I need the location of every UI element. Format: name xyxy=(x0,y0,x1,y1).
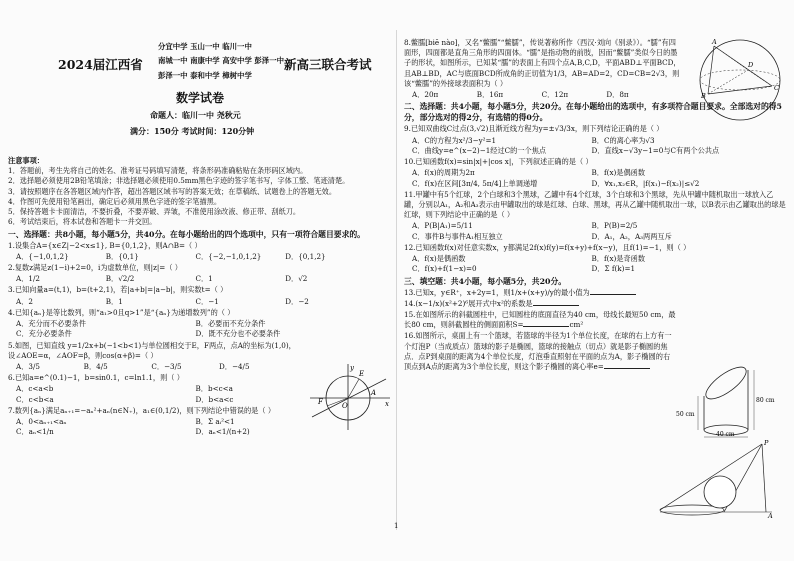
option: A．{−1,0,1,2} xyxy=(16,251,69,261)
school-line: 分宜中学 玉山一中 临川一中 xyxy=(158,42,252,51)
figure-label: A xyxy=(712,38,717,46)
figure-label: D xyxy=(748,61,754,69)
question-stem: 1.设集合A={x∈Z|−2<x≤1}, B={0,1,2}，则A∩B=（ ） xyxy=(8,240,202,250)
option: D．−2 xyxy=(285,296,309,306)
option: D．Σ f(k)=1 xyxy=(591,264,636,274)
question-options xyxy=(16,297,390,307)
question-stem: 16.如图所示，桌面上有一个篮球，若篮球的半径为1个单位长度，在球的右上方有一个灯泡P（当成质点）篮球的影子是椭圆，篮球的接触点（切点）就是影子椭圆的焦点．点P到桌面的距离为4个单位长度，灯泡垂直照射在平面的点为A，影子椭圆的右顶点到A点的距离为3个单位长度，则这个影子椭圆的离心率e= xyxy=(404,331,672,372)
option: C．−3/5 xyxy=(151,362,182,371)
question-stem: 15.在如图所示的斜截圆柱中，已知圆柱的底面直径为40 cm，母线长最短50 cm，最长80 cm，则斜截圆柱的侧面面积S= xyxy=(404,310,676,330)
answer-blank[interactable] xyxy=(533,299,579,306)
option: D．既不充分也不必要条件 xyxy=(195,329,281,339)
option: B．f(x)是奇函数 xyxy=(591,254,646,264)
note-item: 6．考试结束后，将本试卷和答题卡一并交回。 xyxy=(8,217,157,227)
question-stem: 11.甲罐中有5个红球，2个白球和3个黑球，乙罐中有4个红球，3个白球和3个黑球，先从甲罐中随机取出一球放入乙罐，分别以A₁，A₂和A₃表示由甲罐取出的球是红球、白球、黑球，再从乙罐中随机取出一球，以B表示由乙罐取出的球是红球，则下列结论中正确的是（ ） xyxy=(404,189,786,220)
question-12 xyxy=(404,243,786,275)
answer-blank[interactable] xyxy=(590,288,636,295)
question-options xyxy=(16,319,390,339)
option: A．P(B|A₁)=5/11 xyxy=(412,221,473,231)
question-options xyxy=(16,274,390,284)
option: B．{0,1} xyxy=(105,251,139,261)
notes-title: 注意事项： xyxy=(8,156,44,165)
question-stem: 10.已知函数f(x)=sin|x|+|cos x|，下列叙述正确的是（ ） xyxy=(404,157,593,167)
option: B．b<c<a xyxy=(195,384,233,394)
option: A．3/5 xyxy=(16,362,40,371)
option: D．直线x−√3y−1=0与C有两个公共点 xyxy=(591,145,720,155)
school-line: 彭泽一中 泰和中学 樟树中学 xyxy=(158,70,252,80)
section-2-title: 二、选择题：共4小题，每小题5分，共20分。在每小题给出的选项中，有多项符合题目要求。全部选对的得5分，部分选对的得2分，有选错的得0分。 xyxy=(404,102,782,123)
question-16 xyxy=(404,331,676,372)
unit-circle-figure xyxy=(306,362,392,432)
fill-in-questions xyxy=(404,288,786,373)
option: B．4/5 xyxy=(83,362,108,371)
question-stem: 14.(x−1/x)(x²+2)⁶展开式中x²的系数是 xyxy=(404,298,533,308)
notes-block xyxy=(8,156,390,228)
question-9 xyxy=(404,124,786,156)
question-options xyxy=(412,136,786,156)
option: A．f(x)是偶函数 xyxy=(412,254,466,264)
option: D．{0,1,2} xyxy=(285,251,326,261)
option: C．事件B与事件A₁相互独立 xyxy=(412,231,503,241)
figure-label: 80 cm xyxy=(756,397,775,404)
option: D．−4/5 xyxy=(219,362,250,371)
option: C．aₙ<1/n xyxy=(16,427,54,437)
option: B．Σ aᵢ²<1 xyxy=(195,417,235,427)
question-14 xyxy=(404,299,676,309)
question-stem: 7.数列{aₙ}满足aₙ₊₁=−aₙ²+aₙ(n∈N₊)，a₁∈(0,1/2)，则下列结论中错误的是（ ） xyxy=(8,405,276,415)
answer-blank[interactable] xyxy=(523,320,569,327)
question-1 xyxy=(8,241,390,262)
question-13 xyxy=(404,288,676,298)
slanted-cylinder-figure xyxy=(676,362,786,440)
note-item: 2．选择题必须使用2B铅笔填涂；非选择题必须使用0.5mm黑色字迹的签字笔书写，字体工整、笔迹清楚。 xyxy=(8,176,350,186)
figure-label: E xyxy=(359,370,365,378)
question-stem: 2.复数z满足z(1−i)+2=0，i为虚数单位，则|z|=（ ） xyxy=(8,263,182,273)
option: C．1 xyxy=(195,274,213,284)
question-15 xyxy=(404,310,676,330)
figure-label: 40 cm xyxy=(716,431,735,438)
question-stem: 6.已知a=e^(0.1)−1，b=sin0.1，c=ln1.1，则（ ） xyxy=(8,373,184,383)
option: D．∀x₁,x₂∈R，|f(x₁)−f(x₂)|≤√2 xyxy=(591,178,700,188)
figure-label: O xyxy=(342,402,348,410)
option: A．充分而不必要条件 xyxy=(16,319,86,329)
option: C．曲线y=e^(x−2)−1经过C的一个焦点 xyxy=(412,145,547,155)
figure-label: 50 cm xyxy=(676,411,695,418)
question-options xyxy=(412,168,786,188)
figure-label: B xyxy=(701,92,706,100)
option: D．A₁，A₂，A₃两两互斥 xyxy=(591,231,672,241)
option: D．8π xyxy=(606,90,629,100)
exam-header xyxy=(8,38,390,156)
year-title: 2024届江西省 xyxy=(58,57,143,72)
question-stem: 5.如图，已知直线 y=1/2x+b(−1<b<1)与单位圆相交于E，F两点，点A的坐标为(1,0)，设∠AOE=α，∠AOF=β，则cos(α+β)=（ ） xyxy=(8,340,296,360)
question-11 xyxy=(404,190,786,242)
option: C．−1 xyxy=(195,296,219,306)
question-options xyxy=(412,254,786,274)
figure-label: A xyxy=(371,389,377,397)
option: B．必要而不充分条件 xyxy=(195,319,266,329)
question-3 xyxy=(8,285,390,306)
note-item: 1．答题前，考生先将自己的姓名、准考证号码填写清楚，将条形码准确粘贴在条形码区域内。 xyxy=(8,166,308,176)
school-line: 南城一中 南康中学 高安中学 彭泽一中 xyxy=(158,56,284,66)
option: A．20π xyxy=(412,90,439,100)
figure-label: y xyxy=(350,364,354,372)
option: A．0<aₙ₊₁<aₙ xyxy=(16,417,67,427)
option: A．1/2 xyxy=(16,274,40,284)
answer-blank[interactable] xyxy=(604,362,650,369)
option: A．c<a<b xyxy=(16,384,54,394)
option: C．f(x)在区间[3π/4, 5π/4]上单调递增 xyxy=(412,178,538,188)
question-stem: 4.已知{aₙ}是等比数列，则“a₁>0且q>1”是“{aₙ}为递增数列”的（ ） xyxy=(8,307,235,317)
option: B．√2/2 xyxy=(105,274,135,284)
subject-title: 数学试卷 xyxy=(176,91,225,105)
section-1-title: 一、选择题：共8小题，每小题5分，共40分。在每小题给出的四个选项中，只有一项符合题目要求的。 xyxy=(8,229,365,239)
option: B．P(B)=2/5 xyxy=(591,221,638,231)
option: B．1 xyxy=(105,296,123,306)
option: B．16π xyxy=(476,90,504,100)
option: B．f(x)是偶函数 xyxy=(591,168,646,178)
question-stem: 9.已知双曲线C过点(3,√2)且渐近线方程为y=±√3/3x，则下列结论正确的是（ ） xyxy=(404,124,664,134)
option: C．12π xyxy=(541,90,569,100)
section-3-title: 三、填空题：共4小题，每小题5分，共20分。 xyxy=(404,276,567,286)
option: B．C的离心率为√3 xyxy=(591,135,655,145)
figure-label: P xyxy=(764,439,769,447)
option: D．aₙ<1/(n+2) xyxy=(195,427,250,437)
note-item: 3．请按照题序在各答题区域内作答，超出答题区域书写的答案无效；在草稿纸、试题卷上的答题无效。 xyxy=(8,186,337,196)
left-column xyxy=(8,38,390,556)
note-item: 5．保持答题卡卡面清洁，不要折叠，不要弄破、弄皱，不准使用涂改液、修正带、刮纸刀。 xyxy=(8,207,301,217)
option: C．充分必要条件 xyxy=(16,329,72,339)
figure-label: A xyxy=(768,512,773,520)
exam-meta: 满分：150分 考试时间：120分钟 xyxy=(130,126,255,136)
question-options xyxy=(412,90,682,100)
figure-label: F xyxy=(318,398,323,406)
question-stem: 3.已知向量a=(t,1)，b=(t+2,1)，若|a+b|=|a−b|，则实数t=（ ） xyxy=(8,285,228,295)
school-list xyxy=(158,40,284,83)
page-number: 1 xyxy=(394,522,399,530)
question-stem: 8.鳖臑[biē nào]，又名“鳖臑”“鳖臑”，传说著称所作（西汉·刘向《别录》）。“臑”有四面形，四面都是直角三角形的四面体。“臑”是指动物的前肢，因而“鳖臑”类似今日的墨子的形状，如图所示，已知某“臑”的表面上有四个点A,B,C,D，平面ABD⊥平面BCD，且AB⊥BD，AC与底面BCD所成角的正切值为1/3，AB=AD=2，CD=CB=2√3，则该“鳖臑”的外接球表面积为（ ） xyxy=(404,38,681,88)
question-stem: 13.已知x，y∈R⁺，x+2y=1，则1/x+(x+y)/y的最小值为 xyxy=(404,287,590,297)
question-10 xyxy=(404,157,786,189)
figure-label: x xyxy=(385,400,389,408)
option: C．c<b<a xyxy=(16,394,54,404)
option: D．√2 xyxy=(285,274,308,284)
exam-title: 新高三联合考试 xyxy=(284,57,372,72)
ball-shadow-figure xyxy=(656,438,786,520)
setter-line: 命题人：临川一中 尧秋元 xyxy=(150,110,241,120)
option: A．2 xyxy=(16,296,33,306)
option: C．f(x)+f(1−x)=0 xyxy=(412,264,477,274)
column-divider xyxy=(396,30,397,530)
option: C．{−2,−1,0,1,2} xyxy=(195,251,262,261)
question-options xyxy=(16,362,298,372)
question-options xyxy=(16,252,390,262)
figure-label: C xyxy=(774,84,779,92)
question-stem: 12.已知函数f(x)对任意实数x，y都满足2f(x)f(y)=f(x+y)+f(x−y)，且f(1)=−1，则（ ） xyxy=(404,242,691,252)
note-item: 4．作图可先使用铅笔画出，确定后必须用黑色字迹的签字笔描黑。 xyxy=(8,196,222,206)
option: A．C的方程为x²/3−y²=1 xyxy=(412,135,497,145)
question-2 xyxy=(8,263,390,284)
question-options xyxy=(412,221,786,241)
tetrahedron-sphere-figure xyxy=(690,34,790,124)
question-4 xyxy=(8,308,390,340)
option: A．f(x)的周期为2π xyxy=(412,168,475,178)
option: D．b<a<c xyxy=(195,394,234,404)
answer-unit: cm² xyxy=(569,320,584,330)
